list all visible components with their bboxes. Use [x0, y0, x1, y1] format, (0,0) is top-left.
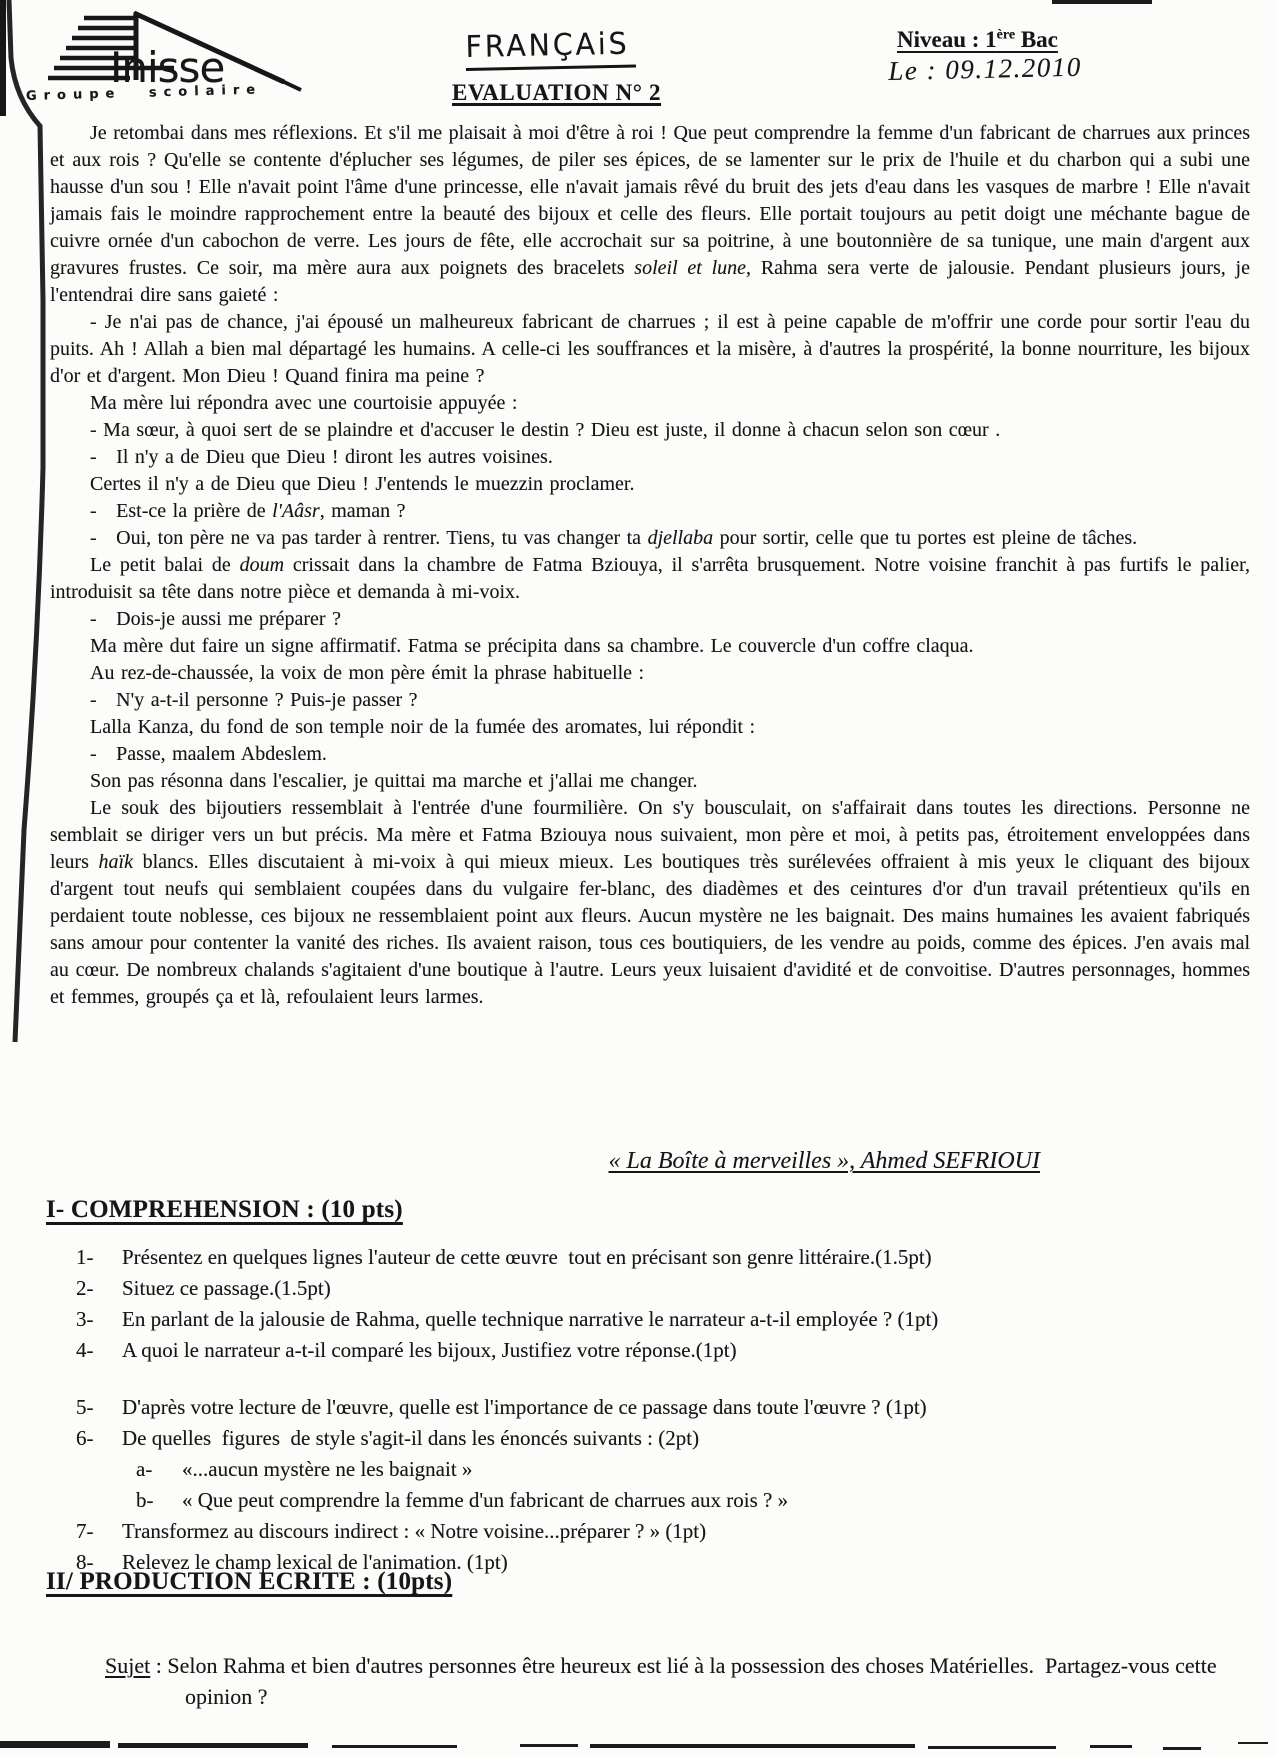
question-number: 5- [76, 1395, 94, 1419]
question-number: 6- [76, 1426, 94, 1450]
text-segment: - N'y a-t-il personne ? Puis-je passer ? [90, 689, 418, 711]
question-item [76, 1306, 1246, 1333]
text-segment: Ma mère lui répondra avec une courtoisie appuyée : [90, 392, 518, 414]
question-number: b- [136, 1488, 154, 1512]
question-number: 7- [76, 1519, 94, 1543]
section-comprehension [46, 1196, 1246, 1580]
question-text: «...aucun mystère ne les baignait » [182, 1457, 473, 1481]
text-segment: Le petit balai de [90, 554, 240, 576]
scan-edge-artifact [332, 1745, 457, 1748]
scan-edge-artifact [1090, 1745, 1132, 1748]
passage-attribution: « La Boîte à merveilles », Ahmed SEFRIOUI [608, 1148, 1040, 1174]
question-text: « Que peut comprendre la femme d'un fabricant de charrues aux rois ? » [182, 1488, 789, 1512]
question-text: Présentez en quelques lignes l'auteur de cette œuvre tout en précisant son genre littéraire.(1.5pt) [122, 1245, 932, 1269]
question-item [76, 1275, 1246, 1302]
passage-paragraph [50, 687, 1250, 714]
question-item [76, 1518, 1246, 1545]
passage-paragraph [50, 606, 1250, 633]
section-production-ecrite [46, 1568, 1246, 1712]
passage-paragraph [50, 660, 1250, 687]
italic-term: djellaba [647, 527, 714, 549]
italic-term: l'Aâsr [272, 500, 320, 522]
question-number: 1- [76, 1245, 94, 1269]
scan-edge-artifact [1238, 1742, 1268, 1744]
question-text: Situez ce passage.(1.5pt) [122, 1276, 331, 1300]
question-text: Transformez au discours indirect : « Notre voisine...préparer ? » (1pt) [122, 1519, 707, 1543]
scan-edge-artifact [1163, 1747, 1201, 1750]
scan-edge-artifact [928, 1746, 1056, 1749]
question-number: a- [136, 1457, 153, 1481]
production-heading: II/ PRODUCTION ECRITE : (10pts) [46, 1568, 453, 1595]
handwritten-subject-title: FRANÇAiS [465, 26, 636, 71]
scan-edge-artifact [590, 1744, 915, 1748]
text-segment: pour sortir, celle que tu portes est pleine de tâches. [713, 527, 1138, 549]
text-segment: - Ma sœur, à quoi sert de se plaindre et d'accuser le destin ? Dieu est juste, il donne à chacun selon son cœur . [90, 419, 1001, 441]
text-segment: blancs. Elles discutaient à mi-voix à qui mieux mieux. Les boutiques très surélevées offraient à mis yeux le cliquant des bijoux d'argent tout neufs qui semblaient coupées dans du vulgaire fer-blanc, des diadèmes et des ceintures d'or d'un travail prétentieux qu'ils en perdaient toute noblesse, ces bijoux ne ressemblaient point aux fleurs. Aucun mystère ne les baignait. Des mains humaines les avaient fabriqués sans amour pour contenter la vanité des riches. Ils avaient raison, tous ces boutiquiers, de les vendre au poids, comme des épices. J'en avais mal au cœur. De nombreux chalands s'agitaient d'une boutique à l'autre. Leurs yeux luisaient d'avidité et de convoitise. D'autres personnages, hommes et femmes, groupés ça et là, refoulaient leurs larmes. [50, 851, 1250, 1008]
passage-paragraph [50, 498, 1250, 525]
italic-term: haïk [98, 851, 133, 873]
passage-paragraph [50, 633, 1250, 660]
question-item [76, 1456, 1246, 1483]
question-text: De quelles figures de style s'agit-il dans les énoncés suivants : (2pt) [122, 1426, 700, 1450]
passage-paragraph [50, 795, 1250, 1011]
comprehension-heading: I- COMPREHENSION : (10 pts) [46, 1196, 403, 1223]
text-segment: Ma mère dut faire un signe affirmatif. Fatma se précipita dans sa chambre. Le couvercle d'un coffre claqua. [90, 635, 974, 657]
question-text: En parlant de la jalousie de Rahma, quelle technique narrative le narrateur a-t-il employée ? (1pt) [122, 1307, 939, 1331]
question-item [76, 1487, 1246, 1514]
question-item [76, 1425, 1246, 1452]
school-logo-subtitle: Groupe scolaire [25, 82, 263, 104]
passage-paragraph [50, 525, 1250, 552]
question-text: A quoi le narrateur a-t-il comparé les bijoux, Justifiez votre réponse.(1pt) [122, 1338, 737, 1362]
text-segment: - Il n'y a de Dieu que Dieu ! diront les autres voisines. [90, 446, 553, 468]
text-segment: , maman ? [319, 500, 406, 522]
question-number: 4- [76, 1338, 94, 1362]
comprehension-questions [46, 1244, 1246, 1576]
text-segment: - Je n'ai pas de chance, j'ai épousé un malheureux fabricant de charrues ; il est à peine capable de m'offrir une corde pour sortir l'eau du puits. Ah ! Allah a bien mal départagé les humains. A celle-ci les souffrances et la misère, à d'autres la prospérité, la bonne nourriture, les bijoux d'or et d'argent. Mon Dieu ! Quand finira ma peine ? [50, 311, 1250, 387]
text-segment: Au rez-de-chaussée, la voix de mon père émit la phrase habituelle : [90, 662, 645, 684]
passage-paragraph [50, 741, 1250, 768]
question-text: D'après votre lecture de l'œuvre, quelle est l'importance de ce passage dans toute l'œuvre ? (1pt) [122, 1395, 927, 1419]
text-segment: , Rahma sera verte de jalousie. Pendant plusieurs jours, je l'entendrai dire sans gaieté : [50, 257, 1250, 306]
scan-edge-artifact [118, 1743, 308, 1748]
level-prefix: Niveau : 1 [897, 27, 997, 52]
passage-paragraph [50, 768, 1250, 795]
level-label [897, 27, 1058, 53]
question-item [76, 1244, 1246, 1271]
school-logo-name: Inisse [110, 43, 225, 92]
school-logo-flag [24, 6, 314, 94]
sujet-block [105, 1650, 1225, 1712]
level-suffix: Bac [1015, 27, 1058, 52]
text-segment: Certes il n'y a de Dieu que Dieu ! J'entends le muezzin proclamer. [90, 473, 635, 495]
passage-paragraph [50, 714, 1250, 741]
passage-paragraph [50, 417, 1250, 444]
scan-edge-artifact [1052, 0, 1152, 4]
text-segment: Le souk des bijoutiers ressemblait à l'entrée d'une fourmilière. On s'y bousculait, on s'affairait dans toutes les directions. Personne ne semblait se diriger vers un but précis. Ma mère et Fatma Bziouya nous suivaient, mon père et moi, à petits pas, étroitement enveloppées dans leurs [50, 797, 1250, 873]
scan-edge-artifact [520, 1744, 578, 1747]
sujet-label: Sujet [105, 1653, 151, 1678]
scan-edge-artifact [0, 1741, 110, 1748]
text-segment: - Oui, ton père ne va pas tarder à rentrer. Tiens, tu vas changer ta [90, 527, 648, 549]
handwritten-date: Le : 09.12.2010 [888, 51, 1083, 86]
sujet-text: Selon Rahma et bien d'autres personnes être heureux est lié à la possession des choses Matérielles. Partagez-vous cette opinion ? [167, 1653, 1217, 1709]
passage-paragraph [50, 552, 1250, 606]
school-logo [24, 6, 334, 104]
passage-paragraph [50, 309, 1250, 390]
text-segment: Lalla Kanza, du fond de son temple noir de la fumée des aromates, lui répondit : [90, 716, 756, 738]
text-segment: crissait dans la chambre de Fatma Bziouya, il s'arrêta brusquement. Notre voisine franchit à pas furtifs le palier, introduisit sa tête dans notre pièce et demanda à mi-voix. [50, 554, 1251, 603]
question-item [76, 1337, 1246, 1364]
italic-term: doum [239, 554, 285, 576]
question-number: 3- [76, 1307, 94, 1331]
question-number: 2- [76, 1276, 94, 1300]
passage-text [50, 120, 1250, 1011]
text-segment: Son pas résonna dans l'escalier, je quittai ma marche et j'allai me changer. [90, 770, 698, 792]
question-item [76, 1394, 1246, 1421]
text-segment: - Dois-je aussi me préparer ? [90, 608, 341, 630]
level-superscript: ère [996, 27, 1016, 43]
passage-paragraph [50, 390, 1250, 417]
text-segment: Je retombai dans mes réflexions. Et s'il me plaisait à moi d'être à roi ! Que peut comprendre la femme d'un fabricant de charrues aux princes et aux rois ? Qu'elle se contente d'éplucher ses légumes, de piler ses épices, de se lamenter sur le prix de l'huile et du charbon qui a subi une hausse d'un sou ! Elle n'avait point l'âme d'une princesse, elle n'avait jamais rêvé du bruit des jets d'eau dans les vasques de marbre ! Elle n'avait jamais fais le moindre rapprochement entre la beauté des bijoux et celle des fleurs. Elle portait toujours au petit doigt une méchante bague de cuivre ornée d'un cabochon de verre. Les jours de fête, elle accrochait sur sa poitrine, à une boutonnière de sa tunique, une main d'argent aux gravures frustes. Ce soir, ma mère aura aux poignets des bracelets [50, 122, 1250, 279]
text-segment: - Est-ce la prière de [90, 500, 273, 522]
passage-paragraph [50, 444, 1250, 471]
passage-paragraph [50, 471, 1250, 498]
question-number: 8- [76, 1550, 94, 1574]
evaluation-title: EVALUATION N° 2 [452, 80, 662, 105]
question-text: Relevez le champ lexical de l'animation. (1pt) [122, 1550, 508, 1574]
sujet-separator: : [150, 1653, 168, 1678]
text-segment: - Passe, maalem Abdeslem. [90, 743, 327, 765]
italic-term: soleil et lune [634, 257, 747, 279]
passage-paragraph [50, 120, 1250, 309]
